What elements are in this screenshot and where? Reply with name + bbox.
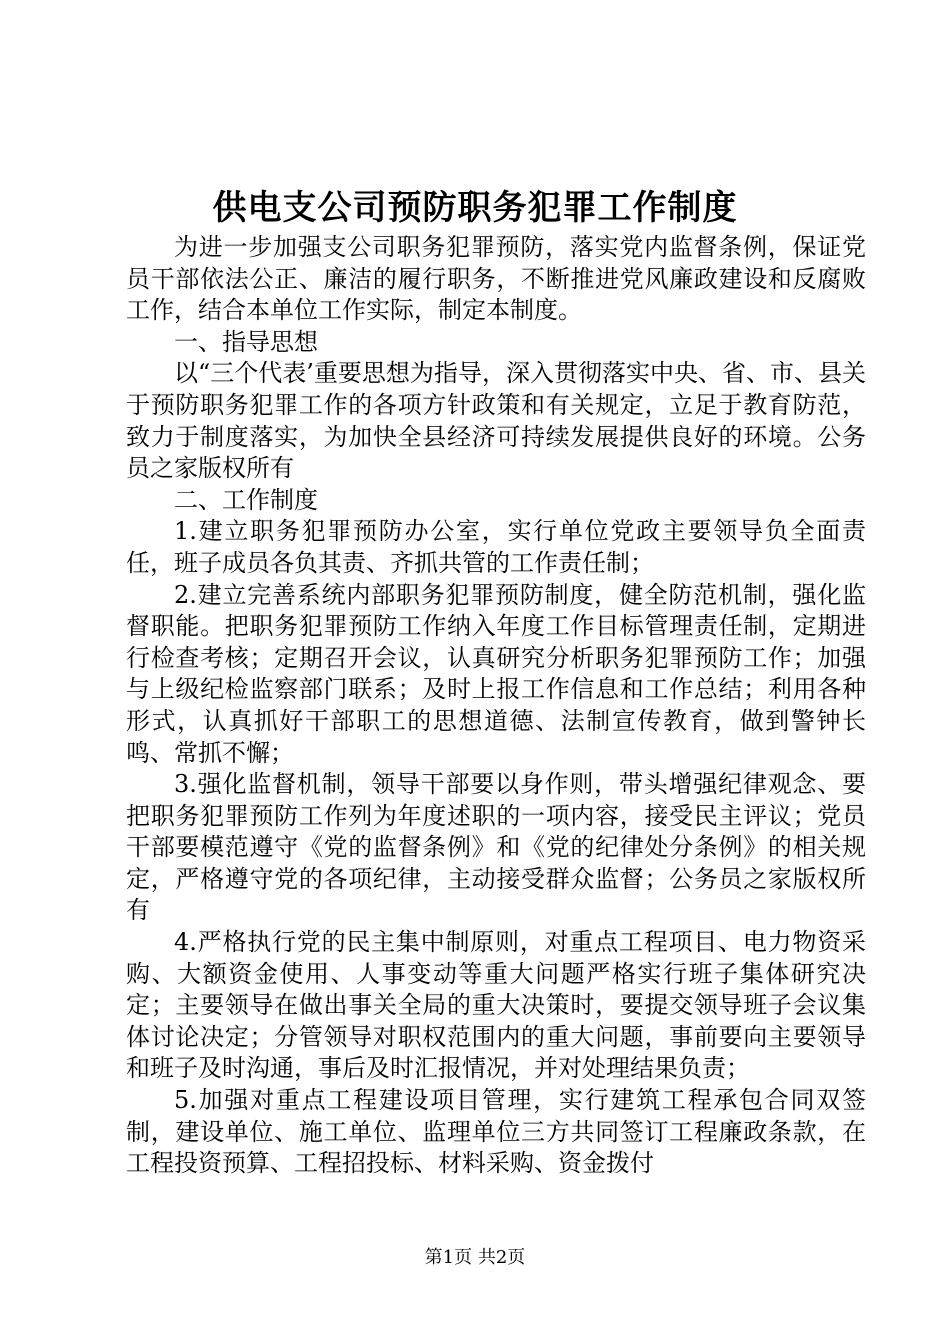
rule-item-2: 2.建立完善系统内部职务犯罪预防制度，健全防范机制，强化监督职能。把职务犯罪预防工作纳入年度工作目标管理责任制，定期进行检查考核；定期召开会议，认真研究分析职务犯罪预防工作；加强与上级纪检监察部门联系；及时上报工作信息和工作总结；利用各种形式，认真抓好干部职工的思想道德、法制宣传教育，做到警钟长鸣、常抓不懈； bbox=[126, 580, 866, 767]
section-heading-work-system: 二、工作制度 bbox=[174, 485, 318, 514]
rule-item-3: 3.强化监督机制，领导干部要以身作则，带头增强纪律观念、要把职务犯罪预防工作列为年度述职的一项内容，接受民主评议；党员干部要模范遵守《党的监督条例》和《党的纪律处分条例》的相关规定，严格遵守党的各项纪律，主动接受群众监督；公务员之家版权所有 bbox=[126, 770, 866, 925]
rule-item-4: 4.严格执行党的民主集中制原则，对重点工程项目、电力物资采购、大额资金使用、人事变动等重大问题严格实行班子集体研究决定；主要领导在做出事关全局的重大决策时，要提交领导班子会议集体讨论决定；分管领导对职权范围内的重大问题，事前要向主要领导和班子及时沟通，事后及时汇报情况，并对处理结果负责； bbox=[126, 928, 866, 1083]
intro-paragraph: 为进一步加强支公司职务犯罪预防，落实党内监督条例，保证党员干部依法公正、廉洁的履行职务，不断推进党风廉政建设和反腐败工作，结合本单位工作实际，制定本制度。 bbox=[126, 233, 866, 325]
document-title: 供电支公司预防职务犯罪工作制度 bbox=[212, 188, 738, 228]
rule-item-5: 5.加强对重点工程建设项目管理，实行建筑工程承包合同双签制，建设单位、施工单位、监理单位三方共同签订工程廉政条款，在工程投资预算、工程招投标、材料采购、资金拨付 bbox=[126, 1086, 866, 1178]
page-number-footer: 第1页 共2页 bbox=[424, 1247, 526, 1268]
rule-item-1: 1.建立职务犯罪预防办公室，实行单位党政主要领导负全面责任，班子成员各负其责、齐抓共管的工作责任制； bbox=[126, 517, 866, 577]
document-body bbox=[126, 232, 866, 1180]
section-heading-guiding-thought: 一、指导思想 bbox=[174, 327, 318, 356]
guiding-thought-paragraph: 以“三个代表’重要思想为指导，深入贯彻落实中央、省、市、县关于预防职务犯罪工作的各项方针政策和有关规定，立足于教育防范，致力于制度落实，为加快全县经济可持续发展提供良好的环境。公务员之家版权所有 bbox=[126, 359, 866, 483]
